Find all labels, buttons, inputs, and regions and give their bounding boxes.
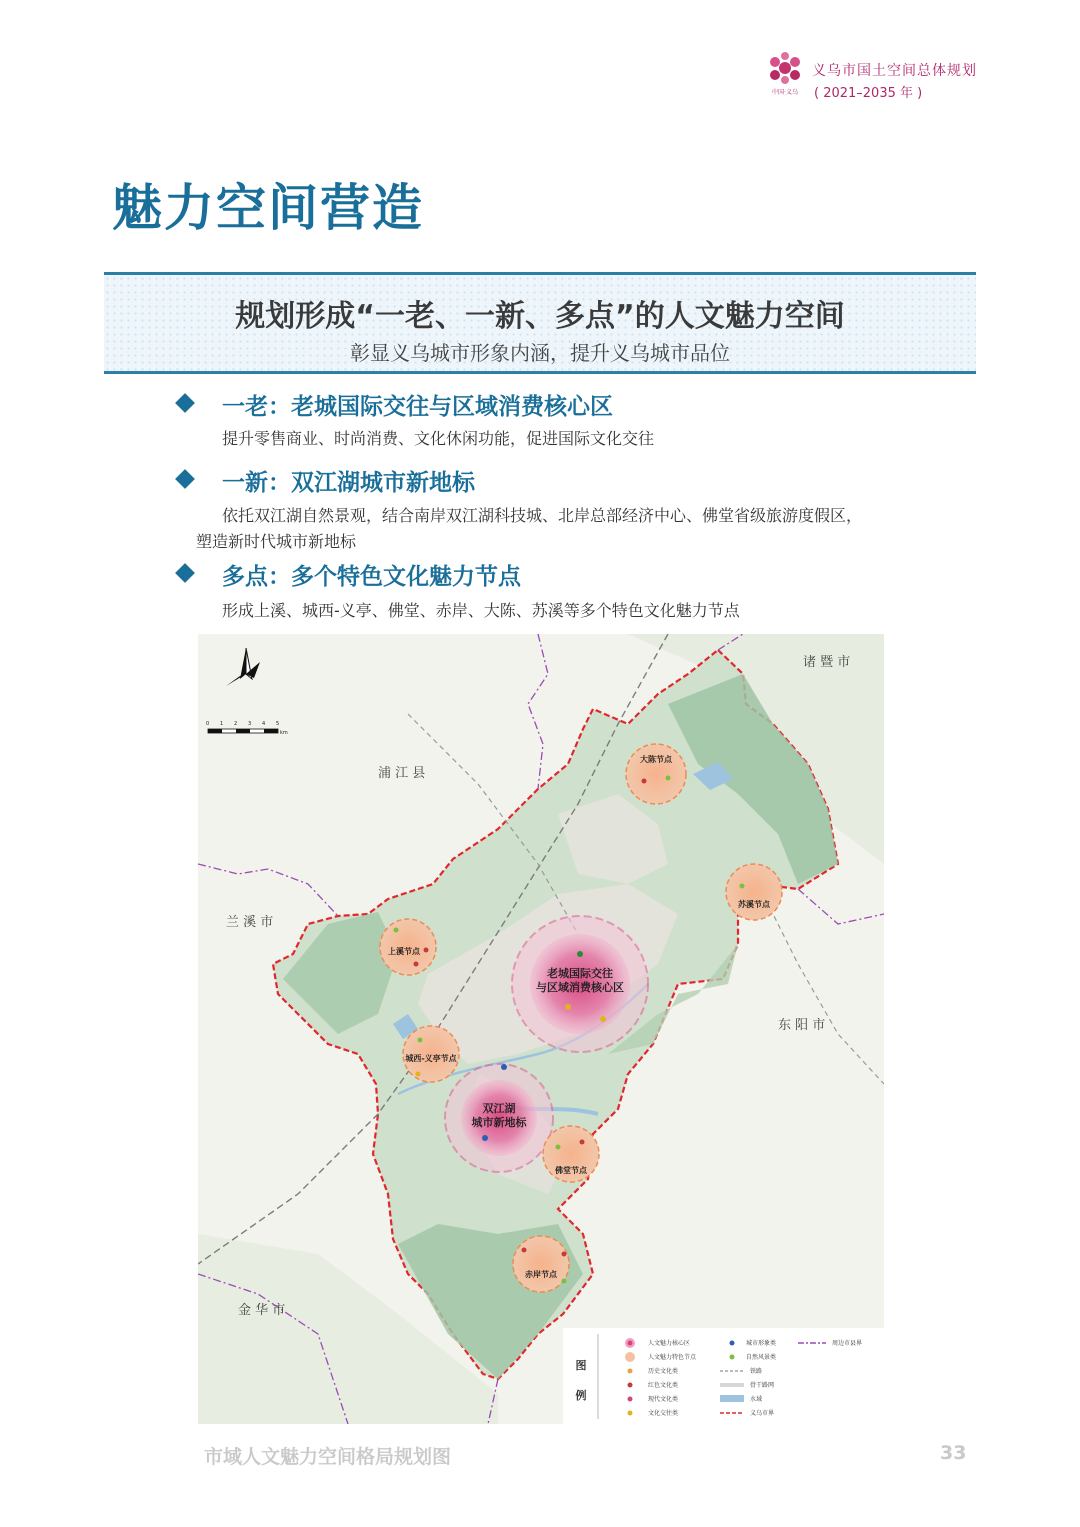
svg-text:双江湖: 双江湖: [482, 1102, 516, 1115]
region-label-jinhua: 金 华 市: [238, 1303, 286, 1318]
svg-text:km: km: [280, 730, 288, 736]
logo: [764, 50, 806, 100]
svg-text:骨干路网: 骨干路网: [750, 1382, 775, 1389]
svg-text:佛堂节点: 佛堂节点: [555, 1166, 587, 1175]
bullet-diamond-icon: [175, 469, 195, 489]
core-zone-shuangjiang-lake: [445, 1064, 553, 1172]
section-heading-new-landmark: 一新：双江湖城市新地标: [222, 470, 475, 496]
section-text: 提升零售商业、时尚消费、文化休闲功能，促进国际文化交往: [222, 429, 655, 448]
region-label-dongyang: 东 阳 市: [778, 1018, 826, 1033]
banner-subtitle: 彰显义乌城市形象内涵，提升义乌城市品位: [350, 341, 730, 365]
svg-text:文化交往类: 文化交往类: [648, 1410, 679, 1417]
section-heading-old-city: 一老：老城国际交往与区域消费核心区: [222, 394, 613, 420]
core-zone-old-city: [512, 916, 648, 1052]
svg-text:4: 4: [262, 721, 266, 727]
page-number: 33: [940, 1442, 967, 1464]
map-legend: [563, 1328, 884, 1424]
node-chengxi-yiting: [403, 1026, 459, 1082]
node-suxi: [726, 864, 782, 920]
section-text: 塑造新时代城市新地标: [196, 532, 357, 551]
svg-text:水域: 水域: [750, 1396, 763, 1403]
svg-text:大陈节点: 大陈节点: [640, 755, 672, 764]
banner: [104, 272, 976, 374]
svg-text:城西-义亭节点: 城西-义亭节点: [405, 1054, 457, 1063]
svg-text:1: 1: [220, 721, 224, 727]
planning-map: [198, 634, 884, 1424]
svg-text:城市新地标: 城市新地标: [471, 1116, 527, 1129]
section-text: 依托双江湖自然景观，结合南岸双江湖科技城、北岸总部经济中心、佛堂省级旅游度假区，: [222, 506, 863, 525]
map-caption: 市域人文魅力空间格局规划图: [204, 1446, 452, 1468]
svg-text:上溪节点: 上溪节点: [388, 947, 420, 956]
svg-text:苏溪节点: 苏溪节点: [738, 900, 770, 909]
page-title: 魅力空间营造: [112, 179, 424, 237]
svg-text:人文魅力特色节点: 人文魅力特色节点: [648, 1354, 697, 1361]
svg-text:城市形象类: 城市形象类: [746, 1340, 777, 1347]
svg-text:赤岸节点: 赤岸节点: [525, 1270, 557, 1279]
header-subtitle: ( 2021–2035 年 ): [814, 86, 923, 101]
region-label-pujiang: 浦 江 县: [378, 766, 426, 781]
svg-text:人文魅力核心区: 人文魅力核心区: [648, 1340, 691, 1347]
header-title: 义乌市国土空间总体规划: [812, 63, 977, 79]
svg-text:周边市县界: 周边市县界: [832, 1340, 863, 1347]
svg-text:义乌市界: 义乌市界: [750, 1410, 775, 1417]
section-text: 形成上溪、城西-义亭、佛堂、赤岸、大陈、苏溪等多个特色文化魅力节点: [222, 601, 740, 620]
svg-text:与区域消费核心区: 与区域消费核心区: [536, 981, 624, 994]
node-fotang: [543, 1126, 599, 1182]
node-chian: [513, 1236, 569, 1292]
svg-text:自然风景类: 自然风景类: [746, 1354, 777, 1361]
svg-text:老城国际交往: 老城国际交往: [547, 967, 613, 980]
svg-text:2: 2: [234, 721, 238, 727]
region-label-zhuji: 诸 暨 市: [803, 655, 851, 670]
svg-text:红色文化类: 红色文化类: [648, 1382, 679, 1389]
region-label-lanxi: 兰 溪 市: [226, 915, 274, 930]
svg-text:0: 0: [206, 721, 210, 727]
node-dachen: [626, 744, 686, 804]
bullet-diamond-icon: [175, 393, 195, 413]
svg-text:现代文化类: 现代文化类: [648, 1396, 679, 1403]
svg-text:图: 图: [575, 1359, 587, 1372]
node-shangxi: [380, 919, 436, 975]
svg-text:5: 5: [276, 721, 280, 727]
bullet-diamond-icon: [175, 563, 195, 583]
svg-text:3: 3: [248, 721, 252, 727]
svg-text:例: 例: [575, 1389, 587, 1402]
svg-text:铁路: 铁路: [750, 1368, 763, 1375]
logo-text: 中国·义乌: [772, 89, 798, 96]
svg-text:历史文化类: 历史文化类: [648, 1368, 679, 1375]
banner-title: 规划形成“一老、一新、多点”的人文魅力空间: [235, 299, 845, 334]
section-heading-multi-nodes: 多点：多个特色文化魅力节点: [222, 564, 521, 590]
